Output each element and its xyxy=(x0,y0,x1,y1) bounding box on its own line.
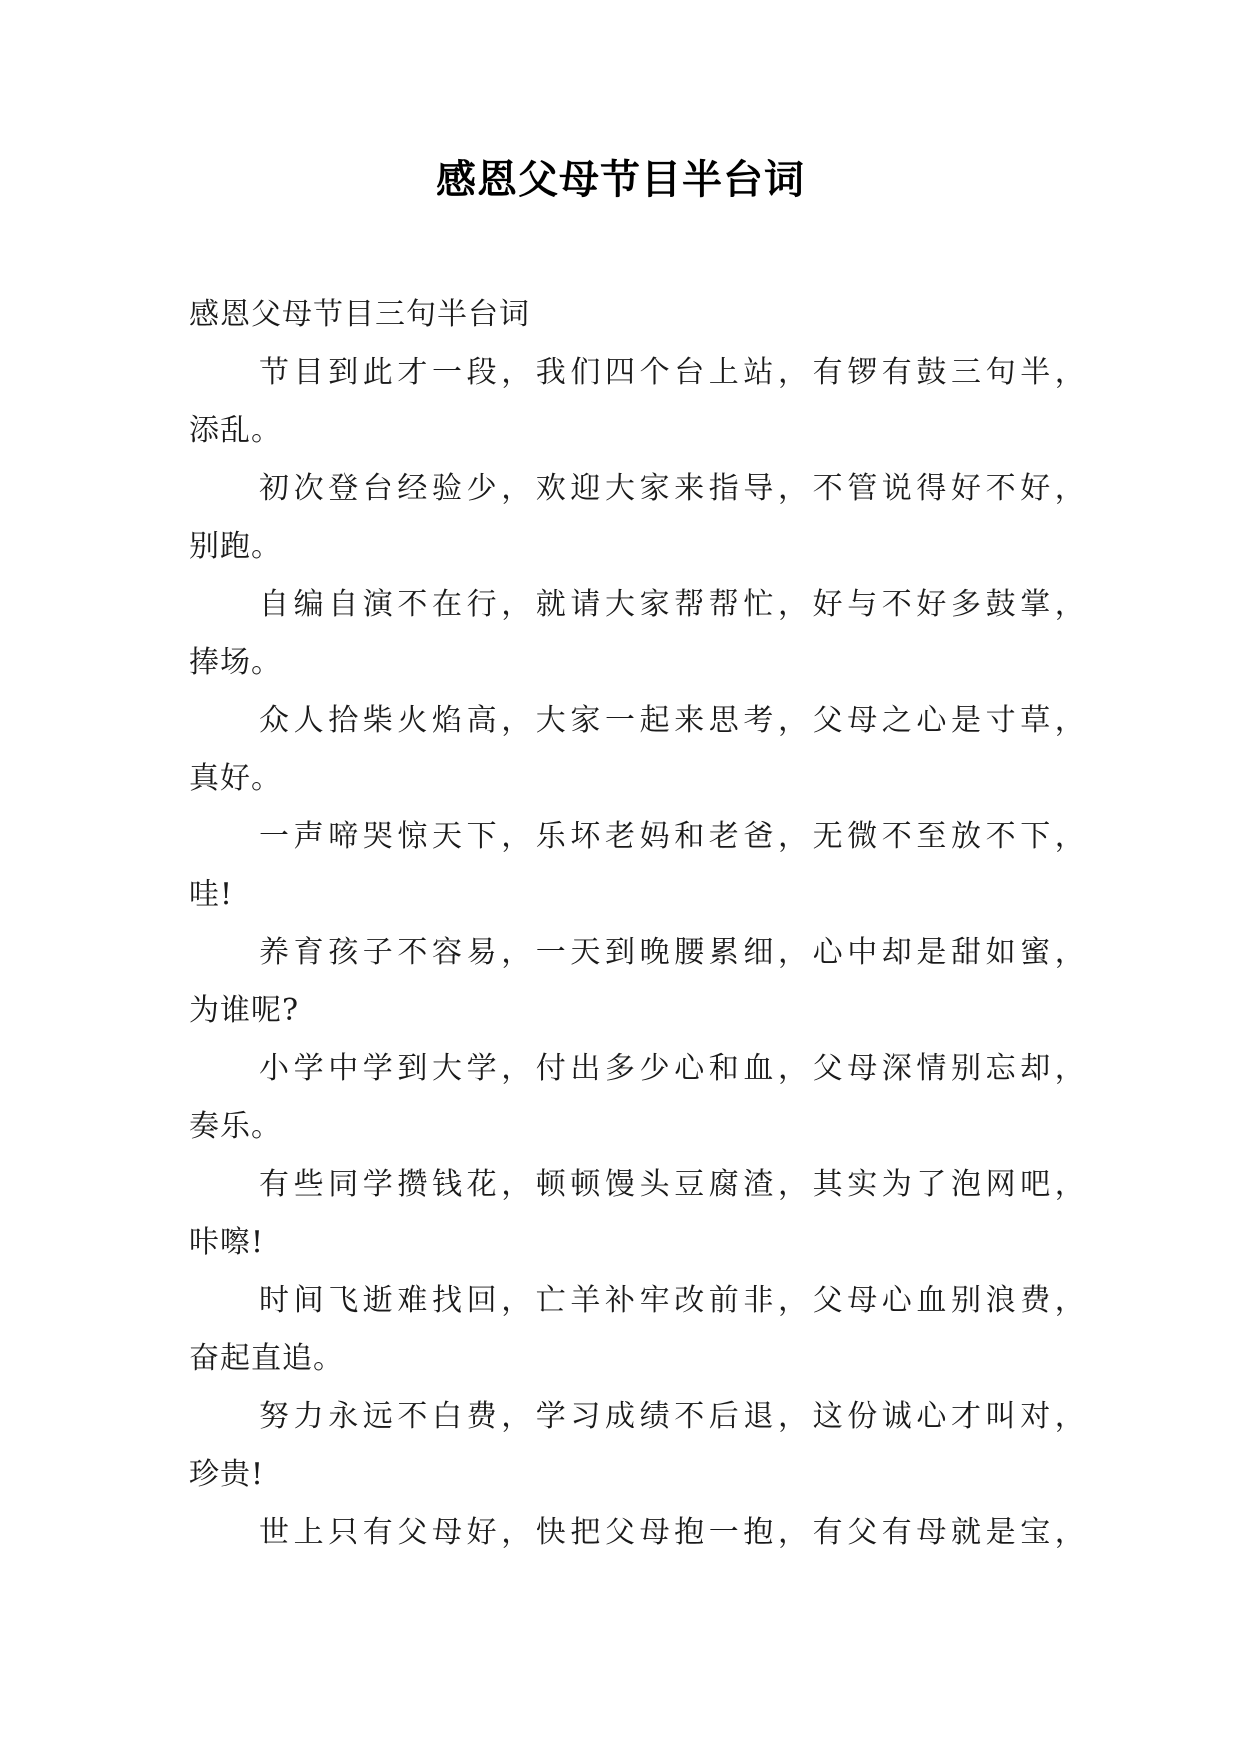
verse-line: 时间飞逝难找回，亡羊补牢改前非，父母心血别浪费， xyxy=(259,1283,1090,1318)
verse-tail: 奏乐。 xyxy=(189,1109,282,1144)
verse-paragraph xyxy=(189,460,1090,576)
verse-paragraph xyxy=(189,1272,1090,1388)
verse-tail: 咔嚓! xyxy=(189,1225,265,1260)
verse-paragraph xyxy=(189,1504,1090,1562)
verse-tail: 哇! xyxy=(189,877,234,912)
verse-paragraph xyxy=(189,1156,1090,1272)
verse-paragraph xyxy=(189,808,1090,924)
verse-line: 众人拾柴火焰高，大家一起来思考，父母之心是寸草， xyxy=(259,703,1090,738)
verse-paragraph xyxy=(189,1040,1090,1156)
verse-paragraph xyxy=(189,344,1090,460)
verse-line: 世上只有父母好，快把父母抱一抱，有父有母就是宝， xyxy=(259,1515,1090,1550)
verse-paragraph xyxy=(189,924,1090,1040)
verse-line: 初次登台经验少，欢迎大家来指导，不管说得好不好， xyxy=(259,471,1090,506)
document-body xyxy=(189,286,1090,1562)
verse-tail: 奋起直追。 xyxy=(189,1341,344,1376)
verse-tail: 捧场。 xyxy=(189,645,282,680)
verse-line: 自编自演不在行，就请大家帮帮忙，好与不好多鼓掌， xyxy=(259,587,1090,622)
verse-paragraph xyxy=(189,1388,1090,1504)
verse-line: 努力永远不白费，学习成绩不后退，这份诚心才叫对， xyxy=(259,1399,1090,1434)
verse-tail: 添乱。 xyxy=(189,413,282,448)
verse-paragraph xyxy=(189,692,1090,808)
verse-tail: 珍贵! xyxy=(189,1457,265,1492)
verse-line: 有些同学攒钱花，顿顿馒头豆腐渣，其实为了泡网吧， xyxy=(259,1167,1090,1202)
verse-line: 小学中学到大学，付出多少心和血，父母深情别忘却， xyxy=(259,1051,1090,1086)
document-title: 感恩父母节目半台词 xyxy=(436,157,805,203)
verse-line: 养育孩子不容易，一天到晚腰累细，心中却是甜如蜜， xyxy=(259,935,1090,970)
verse-tail: 为谁呢? xyxy=(189,993,300,1028)
document-subtitle: 感恩父母节目三句半台词 xyxy=(189,297,530,332)
verse-line: 节目到此才一段，我们四个台上站，有锣有鼓三句半， xyxy=(259,355,1090,390)
verse-tail: 别跑。 xyxy=(189,529,282,564)
verse-tail: 真好。 xyxy=(189,761,282,796)
verse-line: 一声啼哭惊天下，乐坏老妈和老爸，无微不至放不下， xyxy=(259,819,1090,854)
verse-paragraph xyxy=(189,576,1090,692)
